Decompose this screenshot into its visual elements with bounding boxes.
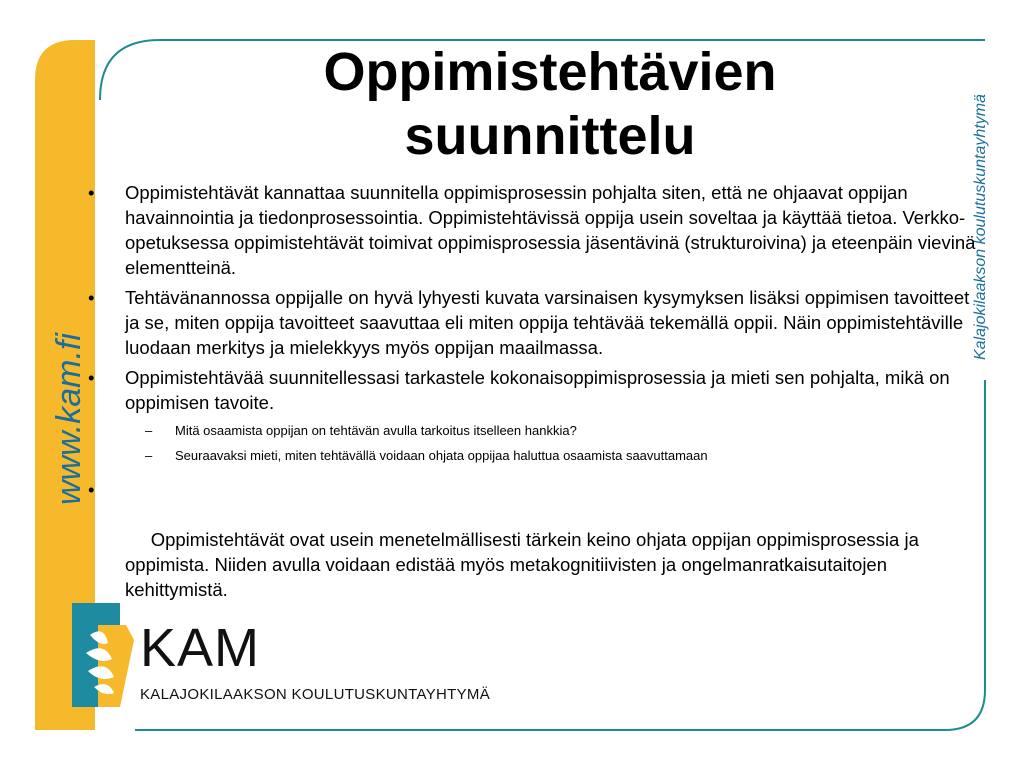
vertical-website-url-text: www.kam.fi xyxy=(50,333,88,505)
bullet-mark: • xyxy=(88,479,95,500)
bullet-item xyxy=(88,285,988,360)
logo-title: KAM xyxy=(140,618,261,678)
dash-mark: – xyxy=(145,423,153,438)
slide-title xyxy=(150,40,950,168)
bullet-text: Oppimistehtävää suunnitellessasi tarkastele kokonaisoppimisprosessia ja mieti sen pohjalta, mikä on oppimisen tavoite. xyxy=(125,367,950,413)
bullet-item xyxy=(88,365,988,415)
sub-bullet-text: Seuraavaksi mieti, miten tehtävällä voidaan ohjata oppijaa haluttua osaamista saavuttamaan xyxy=(175,448,708,463)
bullet-text: Tehtävänannossa oppijalle on hyvä lyhyesti kuvata varsinaisen kysymyksen lisäksi oppimisen tavoitteet ja se, miten oppija tavoitteet saavuttaa eli miten oppija tehtävää tekemällä oppii. Näin oppimistehtäville luodaan merkitys ja mielekkyys myös oppijan maailmassa. xyxy=(125,287,970,358)
dash-mark: – xyxy=(145,448,153,463)
sub-bullet-text: Mitä osaamista oppijan on tehtävän avulla tarkoitus itselleen hankkia? xyxy=(175,423,577,438)
sub-bullet-item xyxy=(88,421,988,440)
bullet-item xyxy=(88,180,988,280)
bullet-text: Oppimistehtävät ovat usein menetelmällisesti tärkein keino ohjata oppijan oppimisprosessia ja oppimista. Niiden avulla voidaan edistää myös metakognitiivisten ja ongelmanratkaisutaitojen kehittymistä. xyxy=(125,529,924,600)
kam-logo-emblem xyxy=(60,595,140,715)
bullet-text: Oppimistehtävät kannattaa suunnitella oppimisprosessin pohjalta siten, että ne ohjaavat oppijan havainnointia ja tiedonprosessointia. Oppimistehtävissä oppija usein soveltaa ja käyttää tietoa. Verkko-opetuksessa oppimistehtävät toimivat oppimisprosessia jäsentävinä (strukturoivina) ja eteenpäin vievinä elementteinä. xyxy=(125,182,976,278)
bullet-mark: • xyxy=(88,287,95,308)
vertical-website-url xyxy=(35,320,95,520)
bullet-mark: • xyxy=(88,367,95,388)
bullet-item xyxy=(88,477,988,627)
title-line-2: suunnittelu xyxy=(404,106,696,166)
slide-body xyxy=(88,180,988,632)
title-line-1: Oppimistehtävien xyxy=(323,42,777,102)
bullet-mark: • xyxy=(88,182,95,203)
logo-subtitle: KALAJOKILAAKSON KOULUTUSKUNTAYHTYMÄ xyxy=(140,686,491,703)
sub-bullet-item xyxy=(88,446,988,465)
vertical-organization-name-text: Kalajokilaakson koulutuskuntayhtymä xyxy=(972,94,989,360)
